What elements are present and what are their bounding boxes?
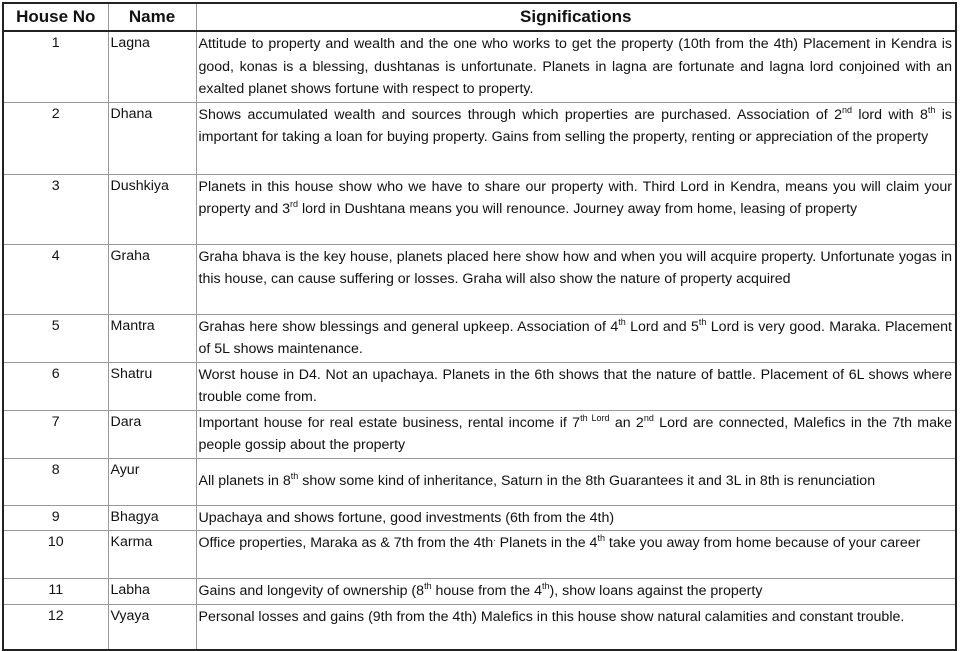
signification-cell	[196, 410, 956, 458]
signification-text: Grahas here show blessings and general upkeep. Association of 4	[198, 318, 619, 335]
signification-text: show some kind of inheritance, Saturn in the 8th Guarantees it and 3L in 8th is renunciation	[298, 473, 876, 490]
signification-cell	[196, 362, 956, 410]
table-row	[3, 531, 956, 579]
signification-text: All planets in 8	[198, 473, 291, 490]
house-number-cell: 12	[3, 604, 108, 650]
signification-cell	[196, 604, 956, 650]
table-row	[3, 314, 956, 362]
signification-text: Gains and longevity of ownership (8	[198, 583, 425, 599]
signification-text: Lord is very good. Maraka. Placement of 5L shows maintenance.	[198, 318, 952, 357]
signification-cell	[196, 458, 956, 505]
signification-text: is important for taking a loan for buying property. Gains from selling the property, renting or appreciation of the property	[198, 106, 953, 145]
superscript-text: th	[927, 104, 936, 115]
header-name: Name	[108, 3, 196, 31]
signification-text: Office properties, Maraka as & 7th from the 4th	[198, 535, 494, 551]
house-name-cell: Bhagya	[108, 505, 196, 531]
house-number-cell: 7	[3, 410, 108, 458]
signification-text: Attitude to property and wealth and the one who works to get the property (10th from the 4th) Placement in Kendra is good, konas is a blessing, dushtanas is unfortunate. Planets in lagna are fortunate and lagna lord conjoined with an exalted planet shows fortune with respect to property.	[198, 36, 952, 97]
house-number-cell: 9	[3, 505, 108, 531]
house-name-cell: Ayur	[108, 458, 196, 505]
signification-text: Personal losses and gains (9th from the 4th) Malefics in this house show natural calamities and constant trouble.	[198, 608, 905, 625]
signification-cell	[196, 174, 956, 244]
table-row	[3, 244, 956, 314]
signification-text: Important house for real estate business, rental income if 7	[198, 414, 581, 431]
signification-text: Planets in this house show who we have to share our property with. Third Lord in Kendra, means you will claim your property and 3	[198, 178, 952, 217]
table-row	[3, 579, 956, 605]
signification-cell	[196, 314, 956, 362]
house-number-cell: 8	[3, 458, 108, 505]
table-row	[3, 458, 956, 505]
house-number-cell: 11	[3, 579, 108, 605]
house-significations-table	[2, 2, 957, 651]
superscript-text: rd	[290, 199, 299, 209]
signification-text: Shows accumulated wealth and sources through which properties are purchased. Association of 2	[198, 106, 842, 123]
signification-text: take you away from home because of your career	[604, 535, 921, 551]
house-name-cell: Lagna	[108, 31, 196, 102]
signification-text: lord with 8	[851, 106, 928, 123]
house-number-cell: 4	[3, 244, 108, 314]
house-number-cell: 10	[3, 531, 108, 579]
signification-text: Upachaya and shows fortune, good investments (6th from the 4th)	[198, 509, 615, 526]
table-row	[3, 362, 956, 410]
house-name-cell: Labha	[108, 579, 196, 605]
house-name-cell: Dara	[108, 410, 196, 458]
signification-text: Worst house in D4. Not an upachaya. Planets in the 6th shows that the nature of battle. Placement of 6L shows where trouble come from.	[198, 366, 952, 405]
signification-cell	[196, 102, 956, 174]
signification-text: lord in Dushtana means you will renounce. Journey away from home, leasing of property	[298, 201, 858, 217]
table-row	[3, 174, 956, 244]
house-number-cell: 5	[3, 314, 108, 362]
signification-text: Planets in the 4	[495, 535, 598, 551]
house-number-cell: 3	[3, 174, 108, 244]
signification-text: Graha bhava is the key house, planets placed here show how and when you will acquire property. Unfortunate yogas in this house, can cause suffering or losses. Graha will also show the nature of property acquired	[198, 248, 952, 287]
signification-text: house from the 4	[431, 583, 542, 599]
signification-cell	[196, 244, 956, 314]
house-number-cell: 1	[3, 31, 108, 102]
table-row	[3, 102, 956, 174]
house-name-cell: Dhana	[108, 102, 196, 174]
superscript-text: th	[618, 316, 626, 327]
superscript-text: th	[698, 316, 707, 327]
header-significations: Significations	[196, 3, 956, 31]
superscript-text: nd	[841, 104, 852, 115]
house-number-cell: 2	[3, 102, 108, 174]
table-row	[3, 410, 956, 458]
signification-cell	[196, 531, 956, 579]
signification-cell	[196, 579, 956, 605]
superscript-text: nd	[643, 412, 654, 423]
house-name-cell: Karma	[108, 531, 196, 579]
superscript-text: th Lord	[580, 412, 610, 423]
superscript-text: .	[493, 533, 496, 543]
signification-text: Lord and 5	[625, 318, 699, 335]
table-body	[3, 31, 956, 650]
superscript-text: th	[290, 471, 299, 482]
superscript-text: th	[597, 533, 605, 543]
signification-text: an 2	[609, 414, 644, 431]
table-row	[3, 31, 956, 102]
signification-cell	[196, 31, 956, 102]
table-row	[3, 604, 956, 650]
signification-text: ), show loans against the property	[549, 583, 763, 599]
house-name-cell: Vyaya	[108, 604, 196, 650]
header-house-no: House No	[3, 3, 108, 31]
signification-cell	[196, 505, 956, 531]
house-name-cell: Mantra	[108, 314, 196, 362]
signification-text: Lord are connected, Malefics in the 7th make people gossip about the property	[198, 414, 953, 453]
house-name-cell: Dushkiya	[108, 174, 196, 244]
table-row	[3, 505, 956, 531]
house-number-cell: 6	[3, 362, 108, 410]
superscript-text: th	[542, 581, 550, 591]
house-name-cell: Shatru	[108, 362, 196, 410]
header-row	[3, 3, 956, 31]
superscript-text: th	[424, 581, 432, 591]
house-name-cell: Graha	[108, 244, 196, 314]
